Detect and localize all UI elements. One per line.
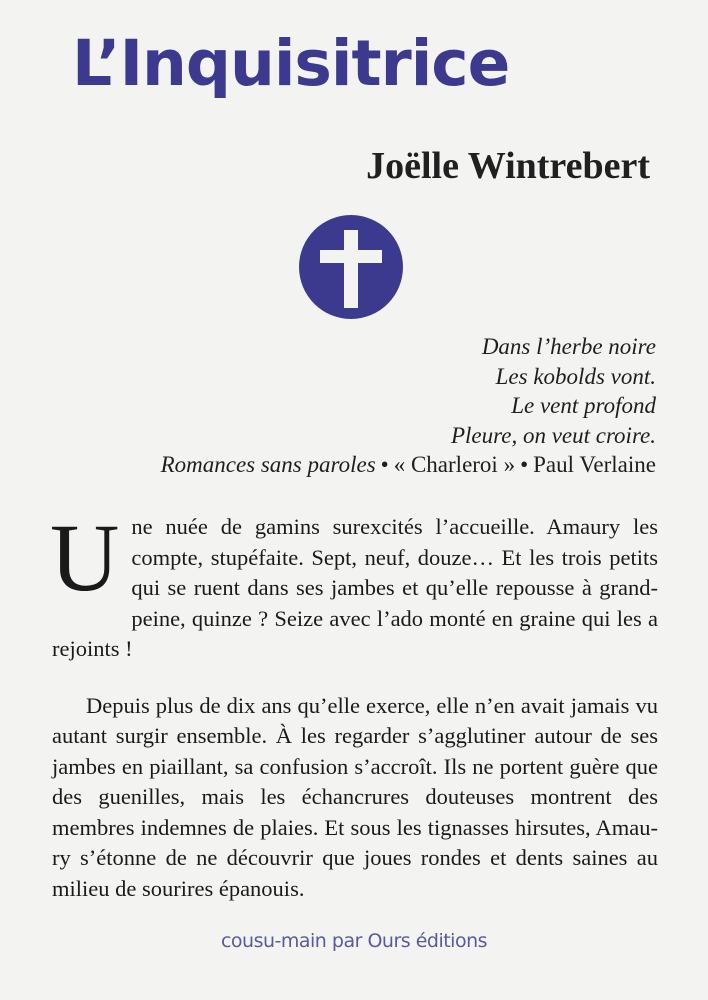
epigraph-source-poem: « Charleroi » — [393, 452, 516, 477]
cross-icon — [298, 214, 404, 320]
book-author: Joëlle Wintrebert — [366, 145, 650, 187]
publisher-credit: cousu-main par Ours éditions — [220, 930, 488, 952]
paragraph-1 — [50, 504, 658, 665]
paragraph-2: Depuis plus de dix ans qu’elle exerce, elle n’en avait jamais vu autant surgir ensemble. À les regarder s’agglutiner autour de ses jambes en piaillant, sa confusion s’accroît. Ils ne portent guère que des guenilles, mais les échancrures douteuses montrent des membres indemnes de plaies. Et sous les tignasses hirsutes, Amaury s’étonne de ne découvrir que joues rondes et dents saines au milieu de sourires épanouis. — [52, 692, 658, 901]
epigraph-line-4: Pleure, on veut croire. — [450, 422, 656, 448]
epigraph — [56, 332, 656, 480]
epigraph-separator-2: • — [520, 452, 529, 477]
epigraph-line-1: Dans l’herbe noire — [481, 334, 656, 359]
paragraph-1-text: ne nuée de gamins surexcités l’accueille. Amaury les compte, stupéfaite. Sept, neuf, douze… Et les trois petits qui se ruent dans ses jambes et qu’elle repousse à grand-peine, quinze ? Seize avec l’ado monté en graine qui les a rejoints ! — [52, 514, 658, 661]
cross-horizontal-bar — [320, 250, 382, 263]
epigraph-source-author: Paul Verlaine — [533, 452, 656, 477]
drop-cap: U — [50, 504, 120, 611]
cross-vertical-bar — [344, 230, 358, 308]
epigraph-source-work: Romances sans paroles — [160, 452, 376, 477]
body-text — [50, 504, 658, 904]
epigraph-line-2: Les kobolds vont. — [495, 363, 656, 389]
epigraph-attribution — [56, 450, 656, 480]
epigraph-separator: • — [380, 452, 389, 477]
epigraph-line-3: Le vent profond — [511, 393, 656, 418]
book-title: L’Inquisitrice — [72, 27, 510, 100]
